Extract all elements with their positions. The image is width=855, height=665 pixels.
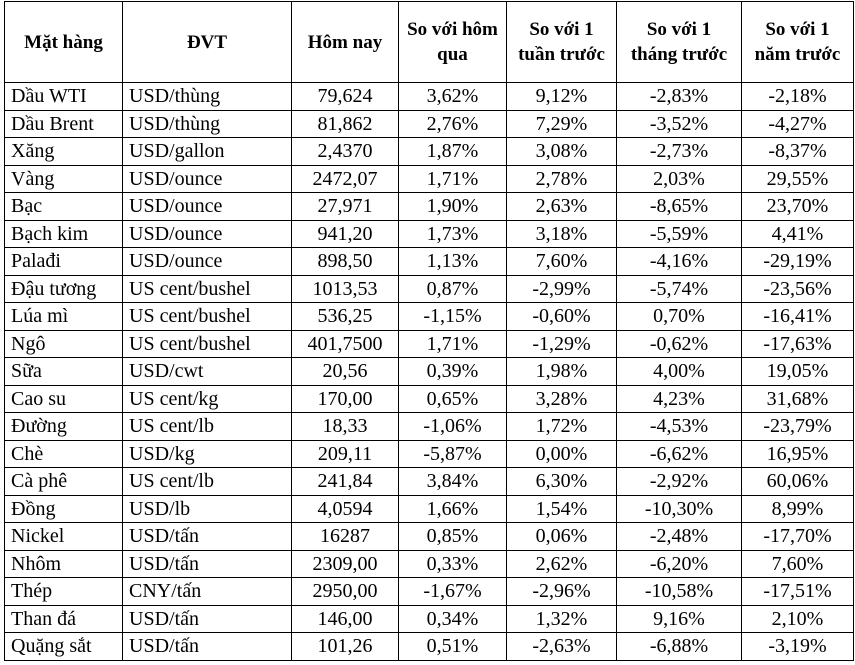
cell-vs-yesterday: -5,87% — [399, 440, 507, 468]
cell-vs-week: 3,28% — [507, 385, 617, 413]
cell-vs-yesterday: 1,90% — [399, 193, 507, 221]
cell-vs-year: -17,70% — [742, 523, 854, 551]
header-vs-year: So với 1 năm trước — [742, 2, 854, 83]
cell-vs-year: 16,95% — [742, 440, 854, 468]
header-item: Mặt hàng — [5, 2, 123, 83]
cell-vs-year: -17,51% — [742, 578, 854, 606]
cell-vs-month: -4,16% — [617, 248, 742, 276]
cell-vs-month: 0,70% — [617, 303, 742, 331]
table-row — [5, 275, 854, 303]
cell-vs-year: -23,79% — [742, 413, 854, 441]
header-vs-yesterday: So với hôm qua — [399, 2, 507, 83]
cell-vs-year: 23,70% — [742, 193, 854, 221]
cell-vs-yesterday: -1,67% — [399, 578, 507, 606]
cell-item: Ngô — [5, 330, 123, 358]
cell-item: Palađi — [5, 248, 123, 276]
cell-vs-month: 9,16% — [617, 605, 742, 633]
cell-vs-yesterday: 0,65% — [399, 385, 507, 413]
cell-vs-week: -0,60% — [507, 303, 617, 331]
cell-unit: CNY/tấn — [123, 578, 292, 606]
cell-vs-month: -4,53% — [617, 413, 742, 441]
table-row — [5, 550, 854, 578]
table-row — [5, 193, 854, 221]
cell-vs-year: 29,55% — [742, 165, 854, 193]
cell-vs-month: -2,83% — [617, 83, 742, 111]
cell-unit: USD/cwt — [123, 358, 292, 386]
cell-today: 2472,07 — [292, 165, 399, 193]
cell-item: Chè — [5, 440, 123, 468]
table-row — [5, 468, 854, 496]
cell-unit: USD/tấn — [123, 550, 292, 578]
cell-item: Vàng — [5, 165, 123, 193]
table-header — [5, 2, 854, 83]
cell-vs-yesterday: 3,84% — [399, 468, 507, 496]
header-vs-month: So với 1 tháng trước — [617, 2, 742, 83]
cell-vs-month: -2,92% — [617, 468, 742, 496]
cell-item: Than đá — [5, 605, 123, 633]
cell-item: Lúa mì — [5, 303, 123, 331]
cell-vs-yesterday: 0,33% — [399, 550, 507, 578]
cell-vs-yesterday: 3,62% — [399, 83, 507, 111]
cell-unit: US cent/lb — [123, 468, 292, 496]
cell-vs-week: -2,99% — [507, 275, 617, 303]
table-row — [5, 220, 854, 248]
cell-vs-yesterday: 1,71% — [399, 330, 507, 358]
cell-today: 941,20 — [292, 220, 399, 248]
cell-today: 1013,53 — [292, 275, 399, 303]
cell-unit: US cent/lb — [123, 413, 292, 441]
cell-vs-month: -6,20% — [617, 550, 742, 578]
cell-item: Xăng — [5, 138, 123, 166]
cell-vs-month: 4,00% — [617, 358, 742, 386]
cell-vs-week: -2,63% — [507, 633, 617, 661]
cell-vs-week: 6,30% — [507, 468, 617, 496]
cell-vs-week: 2,78% — [507, 165, 617, 193]
cell-today: 170,00 — [292, 385, 399, 413]
cell-vs-week: -1,29% — [507, 330, 617, 358]
cell-vs-year: 19,05% — [742, 358, 854, 386]
cell-item: Nhôm — [5, 550, 123, 578]
cell-item: Dầu Brent — [5, 110, 123, 138]
cell-item: Quặng sắt — [5, 633, 123, 661]
cell-item: Thép — [5, 578, 123, 606]
cell-item: Bạch kim — [5, 220, 123, 248]
table-row — [5, 440, 854, 468]
table-row — [5, 605, 854, 633]
cell-vs-year: -17,63% — [742, 330, 854, 358]
cell-unit: USD/ounce — [123, 248, 292, 276]
cell-vs-yesterday: -1,15% — [399, 303, 507, 331]
cell-vs-week: 7,29% — [507, 110, 617, 138]
header-unit: ĐVT — [123, 2, 292, 83]
cell-today: 81,862 — [292, 110, 399, 138]
table-row — [5, 358, 854, 386]
cell-vs-year: 4,41% — [742, 220, 854, 248]
cell-today: 146,00 — [292, 605, 399, 633]
cell-item: Sữa — [5, 358, 123, 386]
table-row — [5, 165, 854, 193]
cell-vs-week: 1,72% — [507, 413, 617, 441]
cell-vs-year: -29,19% — [742, 248, 854, 276]
cell-vs-month: -5,74% — [617, 275, 742, 303]
table-row — [5, 248, 854, 276]
header-row — [5, 2, 854, 83]
cell-today: 79,624 — [292, 83, 399, 111]
cell-item: Bạc — [5, 193, 123, 221]
cell-vs-week: 2,63% — [507, 193, 617, 221]
cell-item: Cao su — [5, 385, 123, 413]
cell-vs-year: 31,68% — [742, 385, 854, 413]
cell-today: 536,25 — [292, 303, 399, 331]
cell-vs-month: -10,30% — [617, 495, 742, 523]
cell-vs-week: 1,32% — [507, 605, 617, 633]
cell-unit: US cent/bushel — [123, 303, 292, 331]
cell-vs-month: -5,59% — [617, 220, 742, 248]
cell-vs-year: -8,37% — [742, 138, 854, 166]
cell-vs-year: 7,60% — [742, 550, 854, 578]
cell-today: 16287 — [292, 523, 399, 551]
table-row — [5, 523, 854, 551]
cell-today: 101,26 — [292, 633, 399, 661]
cell-vs-month: 4,23% — [617, 385, 742, 413]
table-row — [5, 303, 854, 331]
table-row — [5, 413, 854, 441]
commodity-price-table — [4, 1, 854, 661]
cell-vs-yesterday: -1,06% — [399, 413, 507, 441]
table-row — [5, 633, 854, 661]
cell-today: 898,50 — [292, 248, 399, 276]
table-row — [5, 138, 854, 166]
cell-vs-month: -3,52% — [617, 110, 742, 138]
cell-vs-week: 1,54% — [507, 495, 617, 523]
cell-vs-week: -2,96% — [507, 578, 617, 606]
cell-vs-week: 1,98% — [507, 358, 617, 386]
cell-item: Nickel — [5, 523, 123, 551]
cell-item: Đường — [5, 413, 123, 441]
cell-today: 20,56 — [292, 358, 399, 386]
cell-vs-week: 7,60% — [507, 248, 617, 276]
cell-vs-yesterday: 1,66% — [399, 495, 507, 523]
cell-vs-year: 2,10% — [742, 605, 854, 633]
cell-today: 2309,00 — [292, 550, 399, 578]
cell-item: Đồng — [5, 495, 123, 523]
cell-unit: USD/ounce — [123, 220, 292, 248]
cell-vs-month: -10,58% — [617, 578, 742, 606]
cell-unit: USD/ounce — [123, 193, 292, 221]
cell-unit: USD/gallon — [123, 138, 292, 166]
cell-vs-yesterday: 0,85% — [399, 523, 507, 551]
cell-vs-month: -2,73% — [617, 138, 742, 166]
cell-unit: USD/tấn — [123, 605, 292, 633]
cell-item: Đậu tương — [5, 275, 123, 303]
table-row — [5, 83, 854, 111]
table-row — [5, 110, 854, 138]
cell-unit: USD/thùng — [123, 83, 292, 111]
cell-item: Cà phê — [5, 468, 123, 496]
cell-vs-yesterday: 1,71% — [399, 165, 507, 193]
cell-vs-yesterday: 2,76% — [399, 110, 507, 138]
cell-vs-year: 60,06% — [742, 468, 854, 496]
cell-vs-month: 2,03% — [617, 165, 742, 193]
cell-vs-month: -2,48% — [617, 523, 742, 551]
cell-unit: USD/kg — [123, 440, 292, 468]
cell-unit: US cent/bushel — [123, 275, 292, 303]
cell-unit: USD/lb — [123, 495, 292, 523]
cell-vs-yesterday: 0,87% — [399, 275, 507, 303]
cell-vs-yesterday: 1,87% — [399, 138, 507, 166]
cell-vs-yesterday: 1,13% — [399, 248, 507, 276]
cell-vs-month: -6,88% — [617, 633, 742, 661]
cell-vs-yesterday: 1,73% — [399, 220, 507, 248]
cell-vs-month: -6,62% — [617, 440, 742, 468]
cell-item: Dầu WTI — [5, 83, 123, 111]
table-row — [5, 578, 854, 606]
header-today: Hôm nay — [292, 2, 399, 83]
table-row — [5, 330, 854, 358]
cell-vs-week: 0,00% — [507, 440, 617, 468]
cell-vs-week: 3,18% — [507, 220, 617, 248]
cell-unit: US cent/bushel — [123, 330, 292, 358]
cell-today: 2950,00 — [292, 578, 399, 606]
table-body — [5, 83, 854, 661]
cell-today: 209,11 — [292, 440, 399, 468]
cell-vs-year: -2,18% — [742, 83, 854, 111]
cell-vs-year: -16,41% — [742, 303, 854, 331]
cell-today: 27,971 — [292, 193, 399, 221]
cell-vs-yesterday: 0,39% — [399, 358, 507, 386]
cell-vs-year: -4,27% — [742, 110, 854, 138]
cell-unit: USD/tấn — [123, 633, 292, 661]
cell-vs-month: -8,65% — [617, 193, 742, 221]
cell-vs-week: 3,08% — [507, 138, 617, 166]
cell-today: 2,4370 — [292, 138, 399, 166]
cell-vs-week: 9,12% — [507, 83, 617, 111]
cell-vs-yesterday: 0,51% — [399, 633, 507, 661]
cell-vs-week: 2,62% — [507, 550, 617, 578]
cell-vs-year: -23,56% — [742, 275, 854, 303]
cell-vs-week: 0,06% — [507, 523, 617, 551]
table-row — [5, 385, 854, 413]
cell-today: 241,84 — [292, 468, 399, 496]
cell-vs-yesterday: 0,34% — [399, 605, 507, 633]
cell-vs-year: -3,19% — [742, 633, 854, 661]
cell-unit: USD/tấn — [123, 523, 292, 551]
cell-unit: US cent/kg — [123, 385, 292, 413]
cell-today: 401,7500 — [292, 330, 399, 358]
cell-today: 18,33 — [292, 413, 399, 441]
table-row — [5, 495, 854, 523]
cell-unit: USD/thùng — [123, 110, 292, 138]
cell-vs-year: 8,99% — [742, 495, 854, 523]
cell-unit: USD/ounce — [123, 165, 292, 193]
cell-today: 4,0594 — [292, 495, 399, 523]
cell-vs-month: -0,62% — [617, 330, 742, 358]
header-vs-week: So với 1 tuần trước — [507, 2, 617, 83]
